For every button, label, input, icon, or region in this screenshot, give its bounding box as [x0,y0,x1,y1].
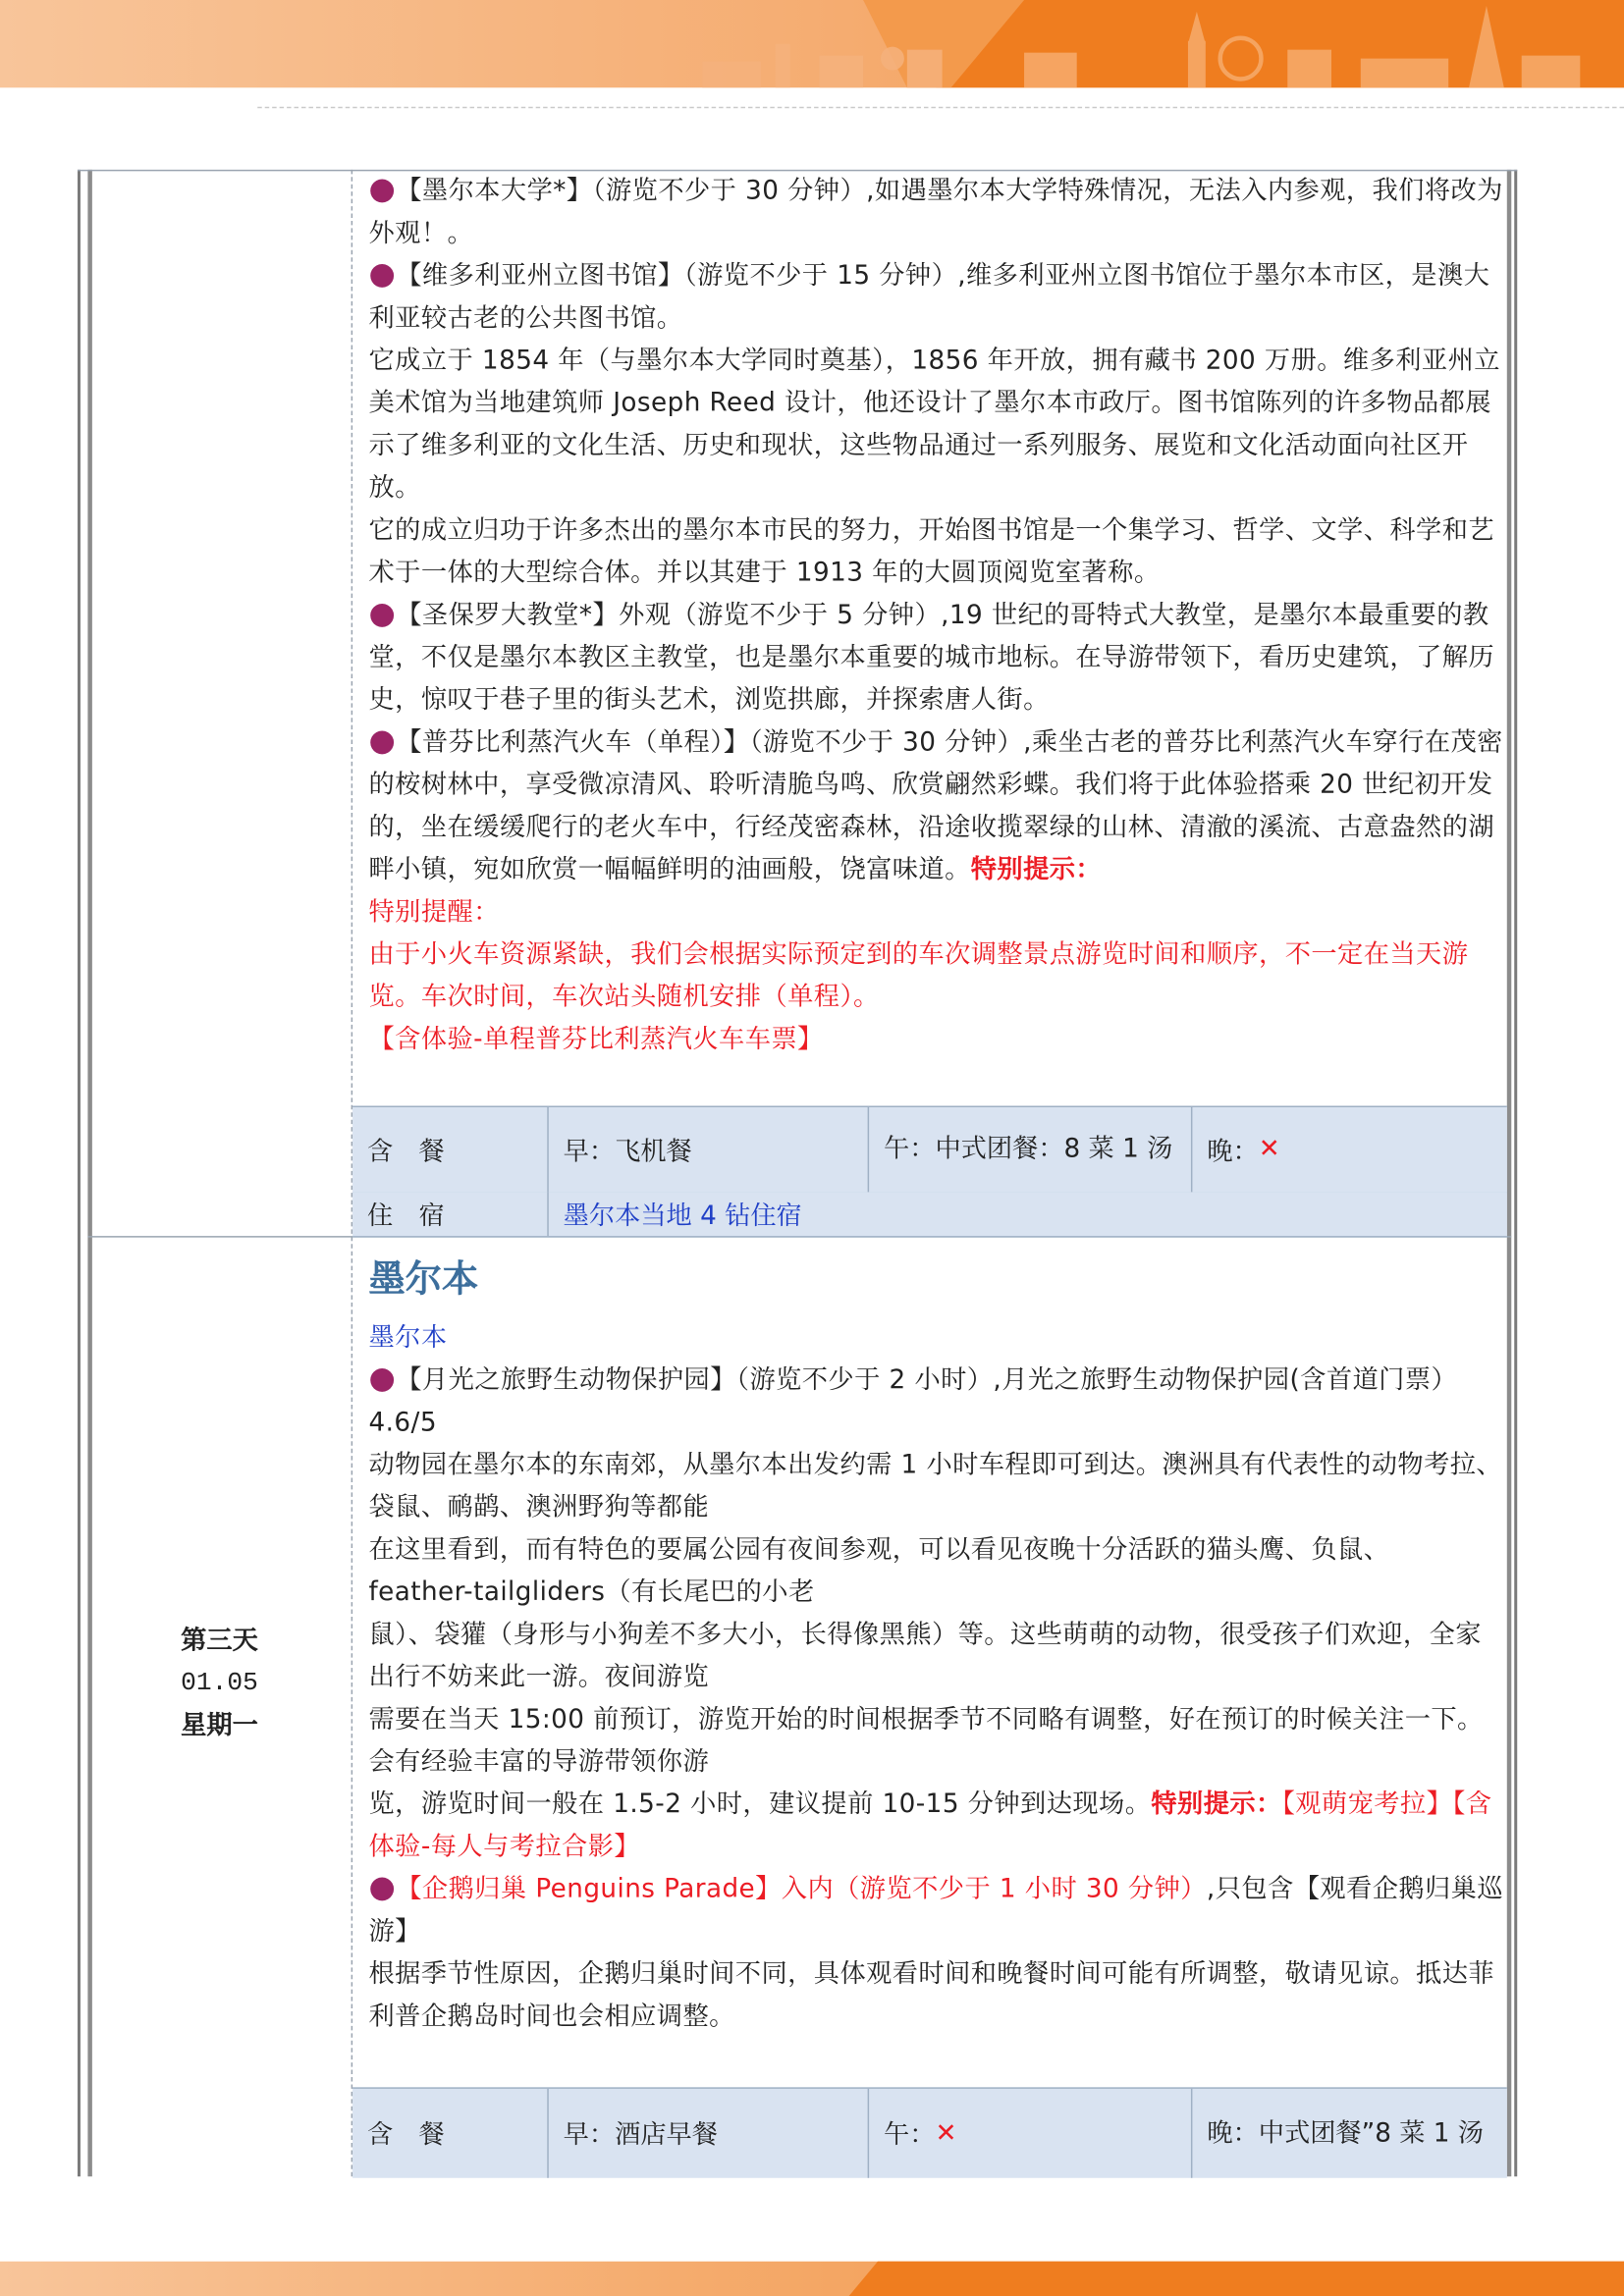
special-note-label: 特别提示： [970,855,1103,885]
day-name: 第三天 [181,1626,258,1656]
dinner-cell [1191,1107,1507,1192]
lunch-cell [868,1107,1191,1192]
library-founding-paragraph: 它的成立归功于许多杰出的墨尔本市民的努力，开始图书馆是一个集学习、哲学、文学、科学和艺术于一体的大型综合体。并以其建于 1913 年的大圆顶阅览室著称。 [368,516,1495,589]
lunch-text: 午：中式团餐：8 菜 1 汤 [884,1135,1173,1165]
attraction-melbourne-university [369,171,1504,255]
lunch-label: 午： [884,2120,936,2151]
zoo-gliders-paragraph: feather-tailgliders（有长尾巴的小老 [368,1577,815,1608]
attraction-st-pauls-cathedral [369,595,1504,722]
attraction-puffing-billy [369,722,1504,892]
attraction-description: （游览不少于 15 分钟）,维多利亚州立图书馆位于墨尔本市区，是澳大利亚较古老的公共图书馆。 [368,261,1490,334]
attraction-title: 【维多利亚州立图书馆】 [396,261,684,292]
attraction-state-library [369,256,1504,341]
penguin-timing-paragraph: 根据季节性原因，企鹅归巢时间不同，具体观看时间和晚餐时间可能有所调整，敬请见谅。抵达菲利普企鹅岛时间也会相应调整。 [368,1959,1495,2032]
attraction-penguin-parade [369,1869,1504,1953]
zoo-night-paragraph: 在这里看到，而有特色的要属公园有夜间参观，可以看见夜晚十分活跃的猫头鹰、负鼠、 [368,1535,1390,1566]
attraction-description: （游览不少于 30 分钟）,如遇墨尔本大学特殊情况，无法入内参观，我们将改为外观！。 [368,177,1503,249]
day3-content [369,1251,1504,2039]
attraction-description: 外观（游览不少于 5 分钟）,19 世纪的哥特式大教堂，是墨尔本最重要的教堂，不仅是墨尔本教区主教堂，也是墨尔本重要的城市地标。在导游带领下，看历史建筑，了解历史，惊叹于巷子里的街头艺术，浏览拱廊，并探索唐人街。 [368,601,1495,716]
special-reminder-label: 特别提醒： [368,897,500,928]
day-title: 墨尔本 [368,1257,479,1301]
day3-label [87,1621,351,1748]
koala-experience-note: 【观萌宠考拉】【含体验-每人与考拉合影】 [368,1789,1492,1862]
bullet-icon: ● [368,595,397,631]
day3-meals-row [352,2087,1507,2177]
header-divider [257,107,1624,108]
footer-banner [0,2262,1624,2296]
day-date: 01.05 [181,1669,258,1698]
library-history-paragraph: 它成立于 1854 年（与墨尔本大学同时奠基），1856 年开放，拥有藏书 200 万册。维多利亚州立美术馆为当地建筑师 Joseph Reed 设计，他还设计了墨尔本市政厅。图书馆陈列的许多物品都展示了维多利亚的文化生活、历史和现状，这些物品通过一系列服务、展览和文化活动面向社区开放。 [368,347,1500,504]
table-right-border-outer [1514,170,1517,2176]
zoo-duration-text: 览，游览时间一般在 1.5-2 小时，建议提前 10-15 分钟到达现场。 [368,1789,1152,1820]
hotel-value: 墨尔本当地 4 钻住宿 [547,1192,1506,1236]
bullet-icon: ● [368,255,397,292]
train-notice: 由于小火车资源紧缺，我们会根据实际预定到的车次调整景点游览时间和顺序，不一定在当天游览。车次时间，车次站头随机安排（单程）。 [368,940,1469,1013]
day-weekday: 星期一 [181,1711,258,1741]
attraction-description: （游览不少于 30 分钟）,乘坐古老的普芬比利蒸汽火车穿行在茂密的桉树林中，享受微凉清风、聆听清脆鸟鸣、欣赏翩然彩蝶。我们将于此体验搭乘 20 世纪初开发的，坐在缓缓爬行的老火车中，行经茂密森林，沿途收揽翠绿的山林、清澈的溪流、古意盎然的湖畔小镇，宛如欣赏一幅幅鲜明的油画般，饶富味道。 [368,728,1503,885]
attraction-title: 【普芬比利蒸汽火车（单程）】 [396,728,750,758]
bullet-icon: ● [368,1360,397,1396]
lunch-cell [868,2089,1191,2178]
not-included-icon: ✕ [935,2118,957,2149]
hotel-row [352,1192,1507,1237]
breakfast-cell: 早：飞机餐 [547,1107,867,1192]
table-left-border [78,170,81,2176]
dinner-text: 晚：中式团餐”8 菜 1 汤 [1207,2118,1484,2149]
zoo-booking-paragraph: 需要在当天 15:00 前预订，游览开始的时间根据季节不同略有调整，好在预订的时候关注一下。会有经验丰富的导游带领你游 [368,1705,1484,1778]
day-city: 墨尔本 [368,1323,448,1354]
hotel-label: 住 宿 [367,1201,445,1231]
bullet-icon: ● [368,171,397,207]
table-left-border-inner [87,170,91,2176]
zoo-intro-paragraph: 动物园在墨尔本的东南郊，从墨尔本出发约需 1 小时车程即可到达。澳洲具有代表性的动物考拉、袋鼠、鸸鹋、澳洲野狗等都能 [368,1451,1503,1523]
meals-label: 含 餐 [367,1137,445,1167]
attraction-title: 【月光之旅野生动物保护园】 [396,1365,736,1396]
top-section-content [369,171,1504,1061]
attraction-title: 【圣保罗大教堂*】 [396,601,620,631]
table-right-border [1507,170,1511,2176]
bullet-icon: ● [368,1869,397,1905]
zoo-animals-paragraph: 鼠）、袋獾（身形与小狗差不多大小，长得像黑熊）等。这些萌萌的动物，很受孩子们欢迎，全家出行不妨来此一游。夜间游览 [368,1621,1482,1693]
attraction-moonlit-sanctuary [369,1361,1504,1445]
not-included-icon: ✕ [1258,1135,1280,1165]
meals-label: 含 餐 [367,2120,445,2151]
dinner-label: 晚： [1207,1137,1259,1167]
header-banner [0,0,1624,87]
dinner-cell [1191,2089,1507,2178]
attraction-description: （游览不少于 2 小时）,月光之旅野生动物保护园(含首道门票）4.6/5 [368,1365,1458,1438]
zoo-duration-paragraph [369,1785,1504,1869]
breakfast-cell: 早：酒店早餐 [547,2089,867,2178]
bullet-icon: ● [368,722,397,758]
meals-row [352,1106,1507,1194]
included-experience: 【含体验-单程普芬比利蒸汽火车车票】 [368,1025,824,1055]
attraction-description: ,只包含【观看企鹅归巢巡游】 [368,1875,1504,1948]
special-note-label: 特别提示： [1151,1789,1282,1820]
attraction-title: 【墨尔本大学*】 [396,177,593,207]
attraction-title: 【企鹅归巢 Penguins Parade】入内（游览不少于 1 小时 30 分钟） [396,1875,1207,1905]
